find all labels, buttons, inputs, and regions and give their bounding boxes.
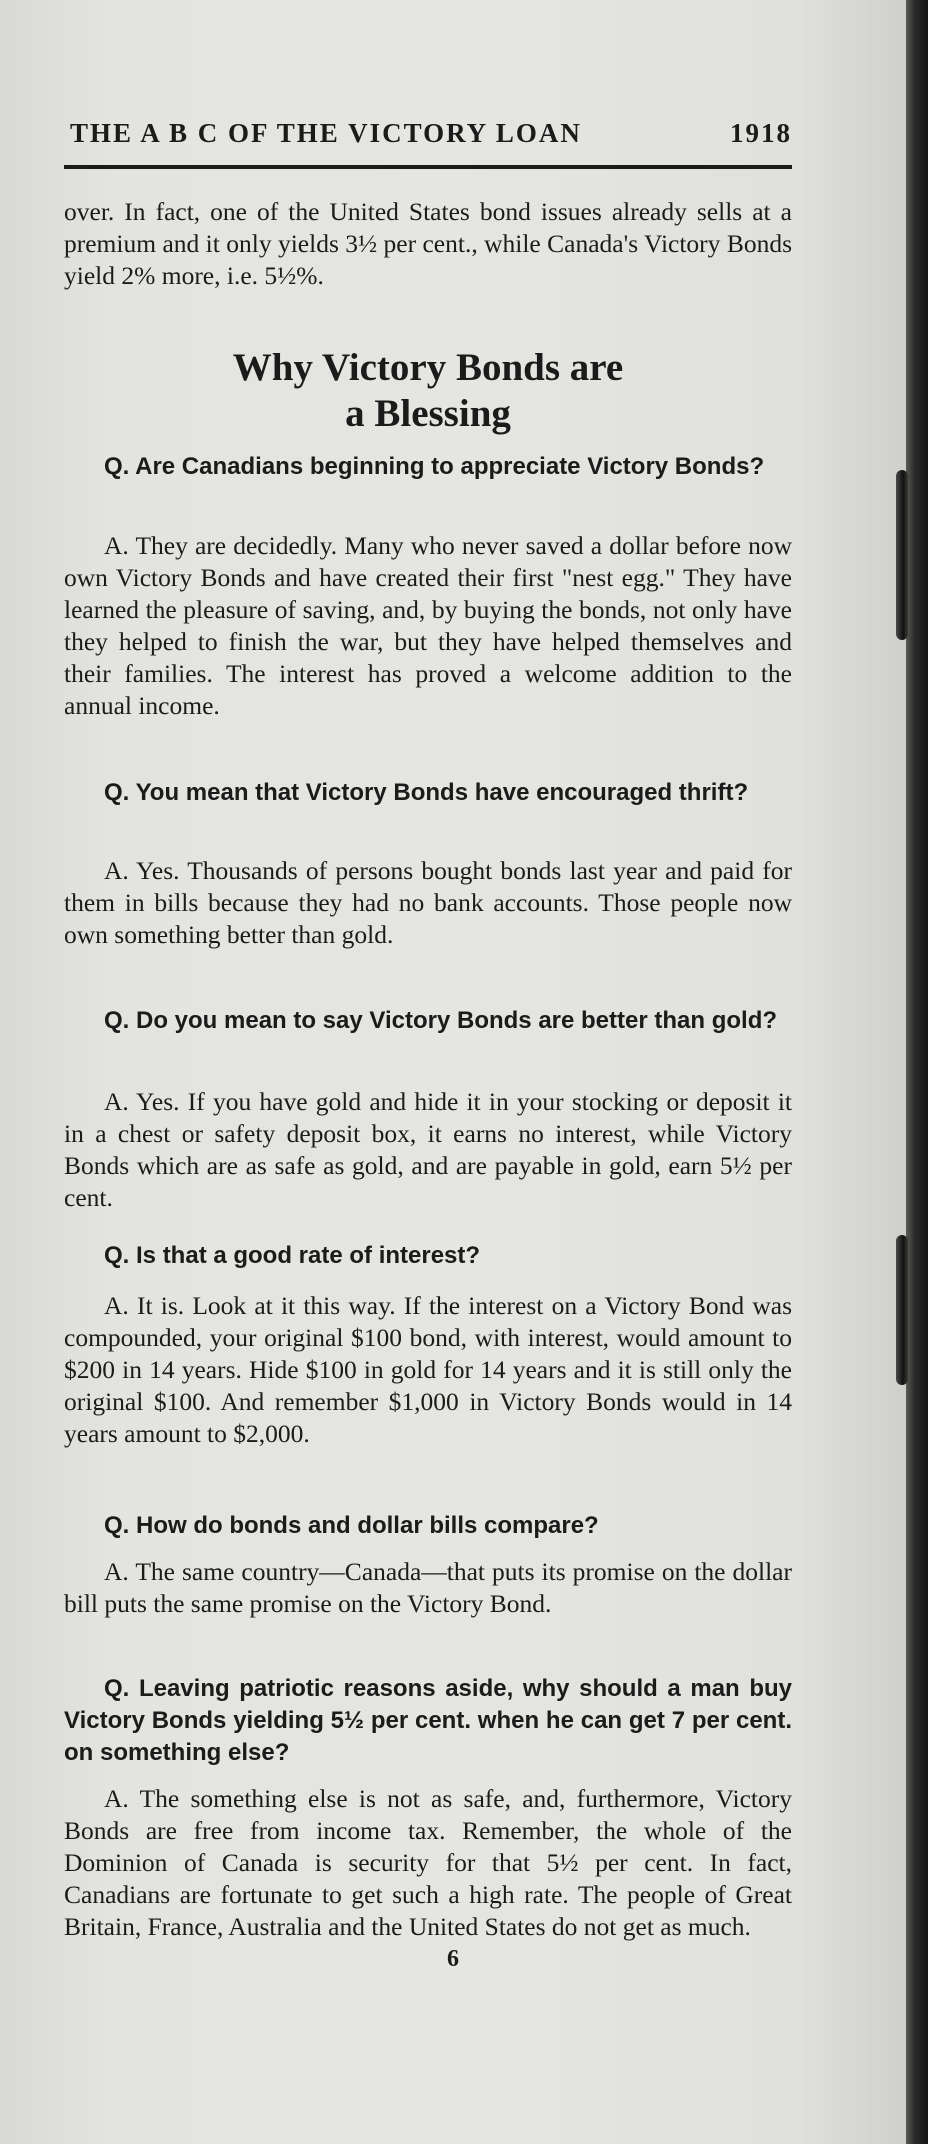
answer-1: A. They are decidedly. Many who never saved a dollar before now own Victory Bonds and have created their first "nest egg." They have learned the pleasure of saving, and, by buying the bonds, not only have they helped to finish the war, but they have helped themselves and their families. The interest has proved a welcome addition to the annual income.	[64, 531, 792, 720]
question-3: Q. Do you mean to say Victory Bonds are better than gold?	[104, 1007, 778, 1034]
binding-staple-top	[896, 470, 908, 640]
section-heading-line1: Why Victory Bonds are	[232, 346, 624, 389]
header-title: THE A B C OF THE VICTORY LOAN	[70, 118, 582, 148]
answer-3: A. Yes. If you have gold and hide it in your stocking or deposit it in a chest or safety deposit box, it earns no interest, while Victory Bonds which are as safe as gold, and are payable in gold, earn 5½ per cent.	[64, 1087, 792, 1212]
page-number: 6	[447, 1946, 459, 1972]
running-header	[70, 118, 792, 149]
answer-2: A. Yes. Thousands of persons bought bonds last year and paid for them in bills because they had no bank accounts. Those people now own something better than gold.	[64, 856, 792, 949]
answer-5: A. The same country—Canada—that puts its promise on the dollar bill puts the same promise on the Victory Bond.	[64, 1557, 792, 1618]
page-edge-shadow	[906, 0, 928, 2144]
header-rule	[64, 165, 792, 169]
answer-4: A. It is. Look at it this way. If the interest on a Victory Bond was compounded, your original $100 bond, with interest, would amount to $200 in 14 years. Hide $100 in gold for 14 years and it is still only the original $100. And remember $1,000 in Victory Bonds would in 14 years amount to $2,000.	[64, 1291, 792, 1448]
question-5: Q. How do bonds and dollar bills compare?	[104, 1512, 599, 1539]
answer-6: A. The something else is not as safe, and, furthermore, Victory Bonds are free from income tax. Remember, the whole of the Dominion of Canada is security for that 5½ per cent. In fact, Canadians are fortunate to get such a high rate. The people of Great Britain, France, Australia and the United States do not get as much.	[64, 1784, 792, 1941]
question-6: Q. Leaving patriotic reasons aside, why should a man buy Victory Bonds yielding 5½ per cent. when he can get 7 per cent. on something else?	[64, 1675, 792, 1766]
question-4: Q. Is that a good rate of interest?	[104, 1242, 481, 1269]
binding-staple-bottom	[896, 1235, 908, 1385]
section-heading-line2: a Blessing	[345, 392, 511, 435]
question-1: Q. Are Canadians beginning to appreciate Victory Bonds?	[104, 453, 765, 480]
question-2: Q. You mean that Victory Bonds have encouraged thrift?	[104, 779, 749, 806]
header-year: 1918	[730, 118, 792, 148]
section-heading	[64, 345, 792, 437]
intro-paragraph: over. In fact, one of the United States bond issues already sells at a premium and it only yields 3½ per cent., while Canada's Victory Bonds yield 2% more, i.e. 5½%.	[64, 197, 792, 290]
